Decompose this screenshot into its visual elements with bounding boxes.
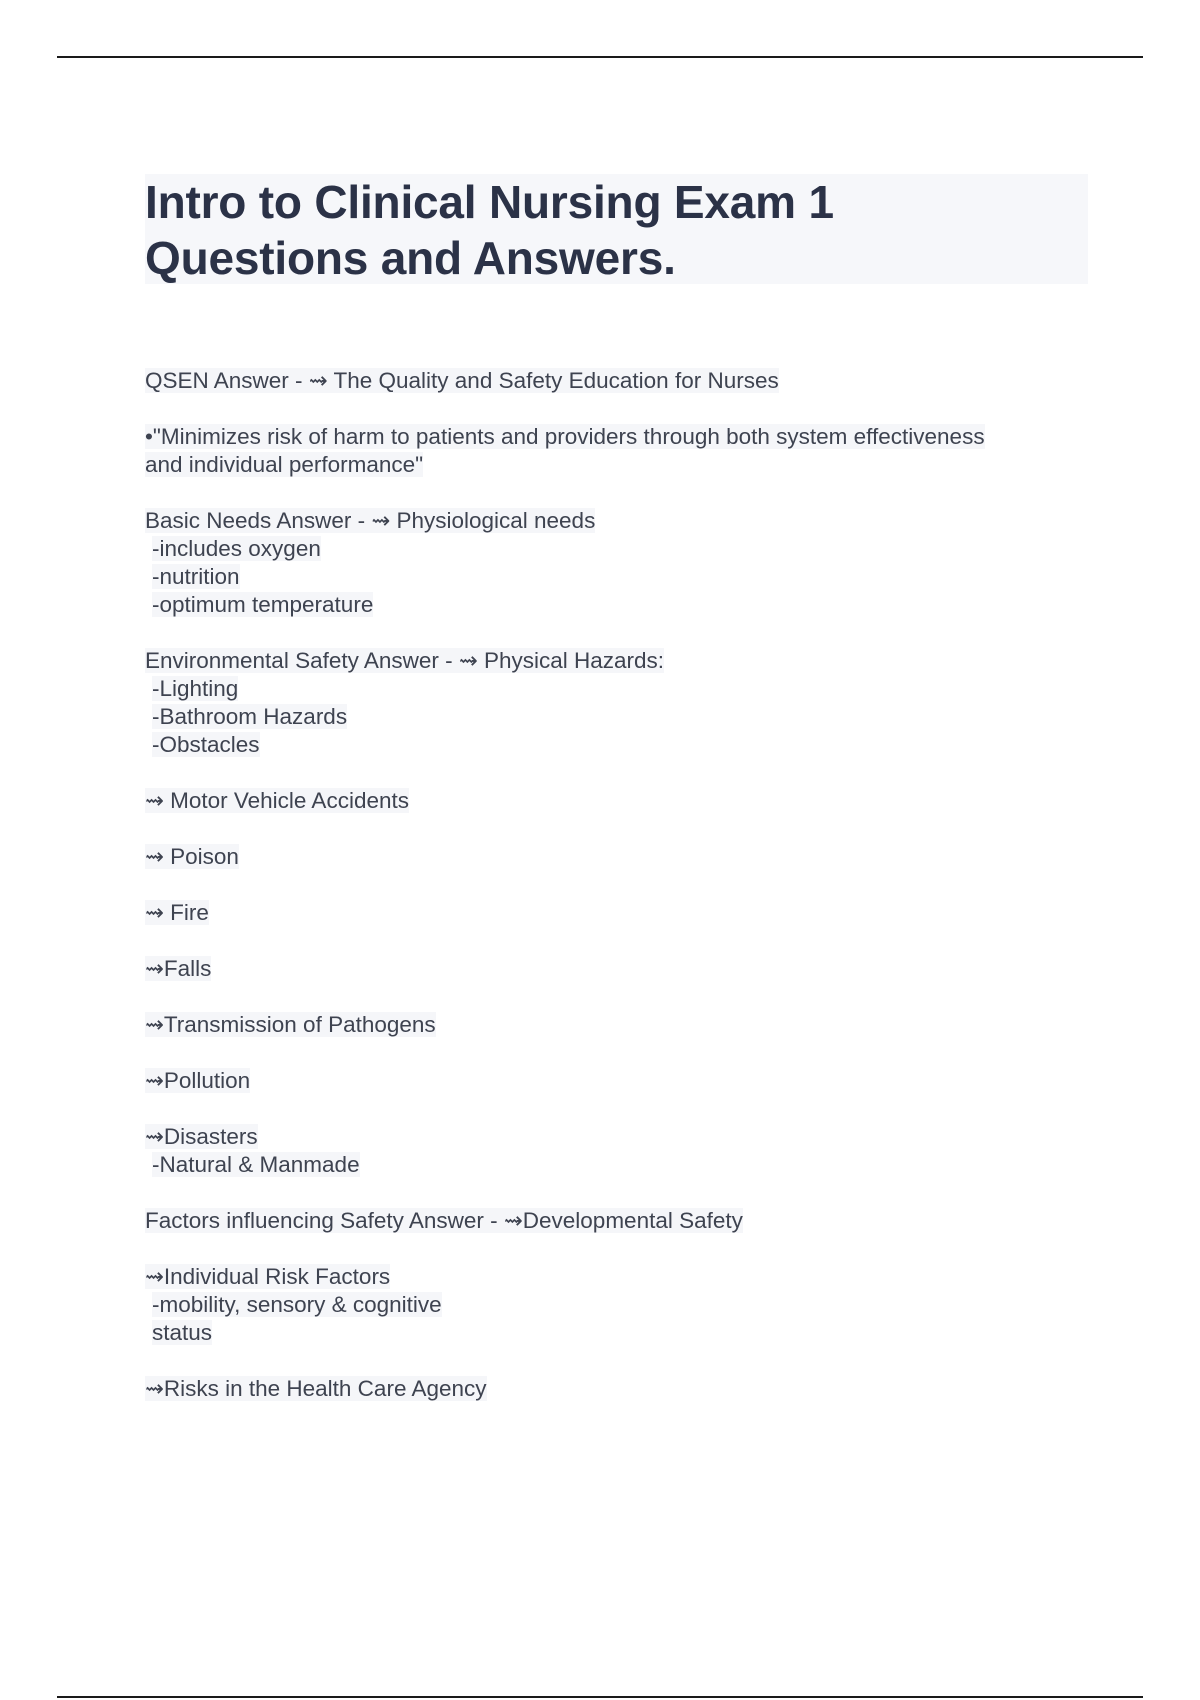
qa-block-pollution bbox=[145, 1067, 1105, 1095]
text-line: ⇝Pollution bbox=[145, 1068, 251, 1093]
title-line-1: Intro to Clinical Nursing Exam 1 bbox=[145, 176, 834, 228]
text-line: -mobility, sensory & cognitive bbox=[152, 1292, 442, 1317]
text-line: •"Minimizes risk of harm to patients and providers through both system effectiveness bbox=[145, 424, 985, 449]
text-line: -includes oxygen bbox=[152, 536, 321, 561]
qa-block-qsen bbox=[145, 367, 1105, 395]
text-line: Environmental Safety Answer - ⇝ Physical Hazards: bbox=[145, 648, 665, 673]
text-line: -Natural & Manmade bbox=[152, 1152, 360, 1177]
text-line: ⇝Disasters bbox=[145, 1124, 258, 1149]
text-line: ⇝ Fire bbox=[145, 900, 209, 925]
qa-block-qsen-quote bbox=[145, 423, 1105, 479]
text-line: ⇝Individual Risk Factors bbox=[145, 1264, 391, 1289]
top-rule bbox=[57, 56, 1143, 58]
qa-block-falls bbox=[145, 955, 1105, 983]
qa-block-basic-needs bbox=[145, 507, 1105, 619]
text-line: -optimum temperature bbox=[152, 592, 374, 617]
text-line: ⇝ Motor Vehicle Accidents bbox=[145, 788, 409, 813]
text-line: -nutrition bbox=[152, 564, 240, 589]
text-line: -Obstacles bbox=[152, 732, 260, 757]
text-line: -Bathroom Hazards bbox=[152, 704, 348, 729]
text-line: ⇝Risks in the Health Care Agency bbox=[145, 1376, 487, 1401]
text-line: ⇝Transmission of Pathogens bbox=[145, 1012, 436, 1037]
qa-block-factors bbox=[145, 1207, 1105, 1235]
qa-block-environmental-safety bbox=[145, 647, 1105, 759]
qa-block-pathogens bbox=[145, 1011, 1105, 1039]
qa-block-motor-vehicle bbox=[145, 787, 1105, 815]
text-line: Factors influencing Safety Answer - ⇝Developmental Safety bbox=[145, 1208, 743, 1233]
qa-block-individual-risk bbox=[145, 1263, 1105, 1347]
text-line: QSEN Answer - ⇝ The Quality and Safety Education for Nurses bbox=[145, 368, 779, 393]
text-line: and individual performance" bbox=[145, 452, 424, 477]
qa-block-fire bbox=[145, 899, 1105, 927]
text-line: Basic Needs Answer - ⇝ Physiological needs bbox=[145, 508, 596, 533]
text-line: ⇝ Poison bbox=[145, 844, 239, 869]
text-line: ⇝Falls bbox=[145, 956, 212, 981]
qa-block-poison bbox=[145, 843, 1105, 871]
bottom-rule bbox=[57, 1696, 1143, 1698]
text-line: -Lighting bbox=[152, 676, 239, 701]
document-body bbox=[145, 367, 1105, 1431]
title-line-2: Questions and Answers. bbox=[145, 232, 676, 284]
document-title bbox=[145, 174, 834, 286]
qa-block-health-care-agency bbox=[145, 1375, 1105, 1403]
text-line: status bbox=[152, 1320, 213, 1345]
qa-block-disasters bbox=[145, 1123, 1105, 1179]
